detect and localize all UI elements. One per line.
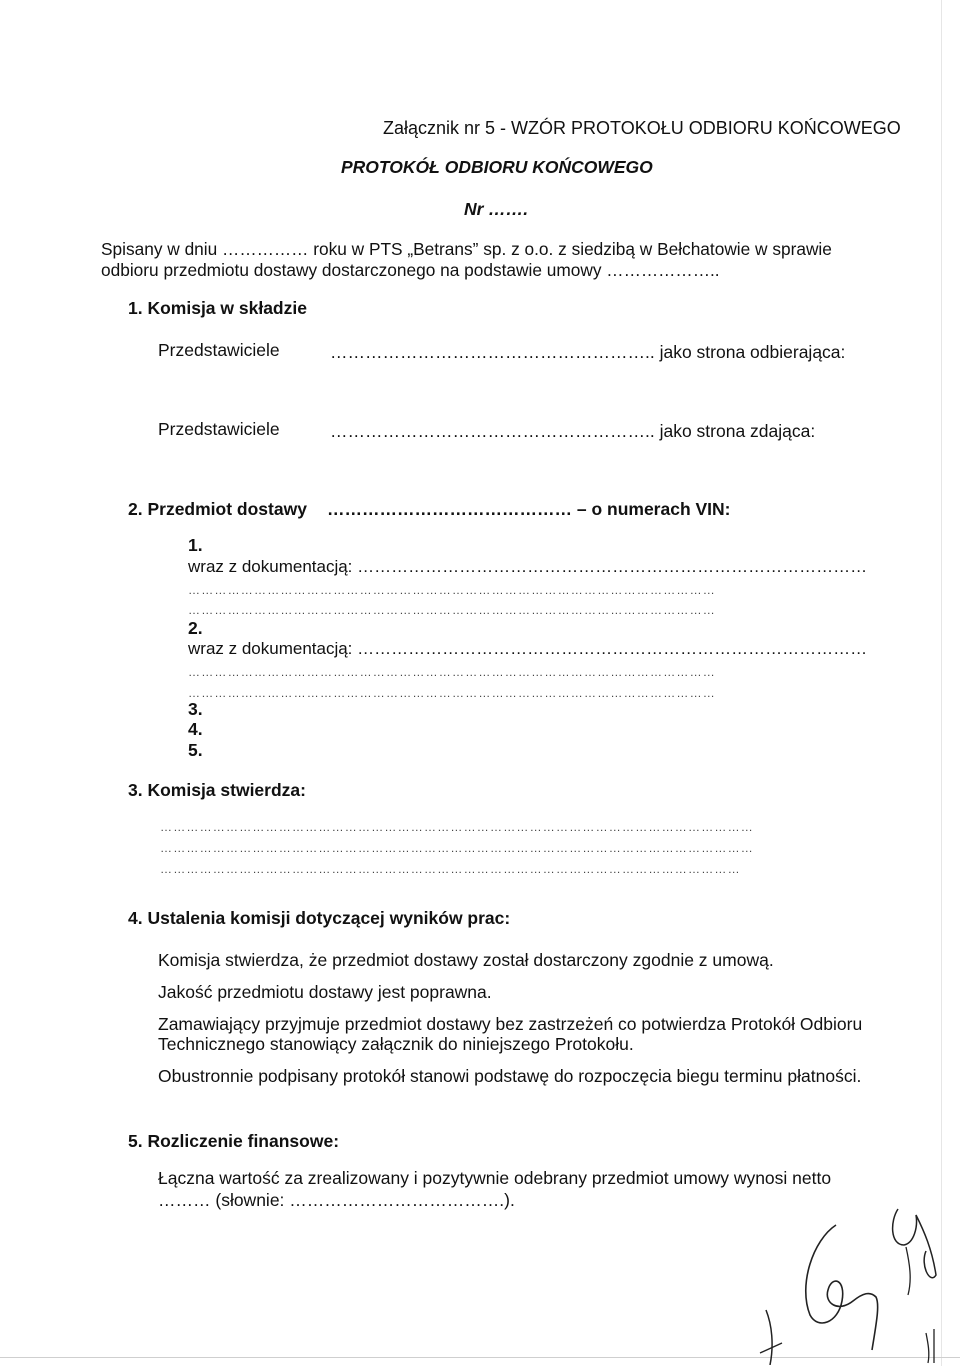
vin-item-5: 5. — [188, 740, 203, 760]
settlement-line-1: Łączna wartość za zrealizowany i pozytywnie odebrany przedmiot umowy wynosi netto — [158, 1168, 832, 1188]
vin-item-1-dots-a: ………………………………………………………………………………………………………… — [188, 583, 716, 597]
vin-item-2: 2. — [188, 618, 203, 638]
conclusion-paragraph-4: Obustronnie podpisany protokół stanowi podstawę do rozpoczęcia biegu terminu płatności. — [158, 1066, 862, 1086]
settlement-line-2: ……… (słownie: ……………………………….). — [158, 1190, 515, 1210]
section-2-heading: 2. Przedmiot dostawy — [128, 499, 307, 519]
page-edge — [941, 0, 942, 1366]
vin-item-1: 1. — [188, 535, 203, 555]
vin-item-1-dots-b: ………………………………………………………………………………………………………… — [188, 603, 716, 617]
committee-label-handing: Przedstawiciele — [158, 419, 280, 439]
protocol-title: PROTOKÓŁ ODBIORU KOŃCOWEGO — [341, 157, 653, 177]
vin-item-3: 3. — [188, 699, 203, 719]
section-1-heading: 1. Komisja w składzie — [128, 298, 307, 318]
section-3-heading: 3. Komisja stwierdza: — [128, 780, 306, 800]
intro-line-2: odbioru przedmiotu dostawy dostarczonego na podstawie umowy ……………….. — [101, 260, 720, 280]
intro-line-1: Spisany w dniu …………… roku w PTS „Betrans” sp. z o.o. z siedzibą w Bełchatowie w sprawie — [101, 239, 832, 259]
findings-line-2: ……………………………………………………………………………………………………………………… — [160, 841, 754, 855]
vin-item-4: 4. — [188, 719, 203, 739]
committee-receiving-value: ……………………………………………….. jako strona odbierająca: — [330, 342, 846, 362]
vin-item-1-documentation — [188, 556, 867, 577]
handwritten-signature — [758, 1205, 948, 1365]
doc-label: wraz z dokumentacją: ……………………………………………………………………………… — [188, 639, 868, 658]
section-4-heading: 4. Ustalenia komisji dotyczącej wyników prac: — [128, 908, 511, 928]
vin-item-2-dots-a: ………………………………………………………………………………………………………… — [188, 665, 716, 679]
findings-line-3: …………………………………………………………………………………………………………………… — [160, 862, 741, 876]
conclusion-paragraph-2: Jakość przedmiotu dostawy jest poprawna. — [158, 982, 492, 1002]
vin-item-2-dots-b: ………………………………………………………………………………………………………… — [188, 686, 716, 700]
findings-line-1: ……………………………………………………………………………………………………………………… — [160, 820, 754, 834]
protocol-number: Nr ……. — [464, 199, 529, 219]
attachment-title: Załącznik nr 5 - WZÓR PROTOKOŁU ODBIORU KOŃCOWEGO — [383, 118, 901, 138]
conclusion-paragraph-3-line-1: Zamawiający przyjmuje przedmiot dostawy bez zastrzeżeń co potwierdza Protokół Odbioru — [158, 1014, 863, 1034]
section-2-heading-tail: …………………………………… – o numerach VIN: — [327, 499, 731, 519]
vin-item-2-documentation — [188, 638, 867, 659]
conclusion-paragraph-3-line-2: Technicznego stanowiący załącznik do niniejszego Protokołu. — [158, 1034, 634, 1054]
section-5-heading: 5. Rozliczenie finansowe: — [128, 1131, 340, 1151]
committee-label-receiving: Przedstawiciele — [158, 340, 280, 360]
committee-handing-value: ……………………………………………….. jako strona zdająca: — [330, 421, 816, 441]
doc-label: wraz z dokumentacją: ……………………………………………………………………………… — [188, 557, 868, 576]
conclusion-paragraph-1: Komisja stwierdza, że przedmiot dostawy został dostarczony zgodnie z umową. — [158, 950, 774, 970]
